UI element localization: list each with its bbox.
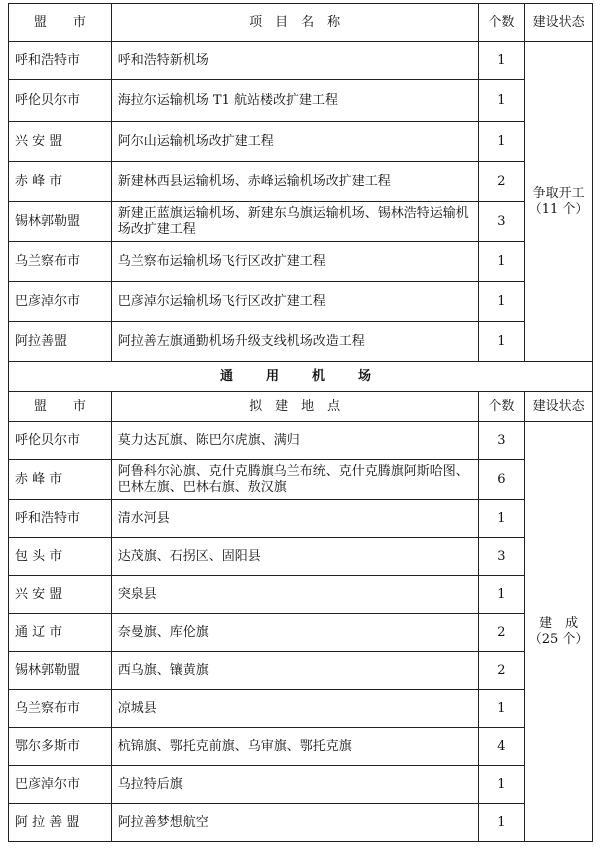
city-cell: 赤 峰 市 (9, 162, 112, 202)
airport-projects-table (8, 3, 593, 842)
table-row (9, 122, 593, 162)
header-count: 个数 (478, 4, 525, 42)
header-status: 建设状态 (525, 392, 593, 422)
city-cell: 鄂尔多斯市 (9, 728, 112, 766)
count-cell: 1 (478, 766, 525, 804)
table-row (9, 500, 593, 538)
project-cell: 海拉尔运输机场 T1 航站楼改扩建工程 (111, 80, 478, 122)
table-row (9, 80, 593, 122)
status-cell-construction-start (525, 42, 593, 362)
table-row (9, 804, 593, 842)
count-cell: 1 (478, 576, 525, 614)
count-cell: 1 (478, 242, 525, 282)
location-cell: 达茂旗、石拐区、固阳县 (111, 538, 478, 576)
location-cell: 杭锦旗、鄂托克前旗、乌审旗、鄂托克旗 (111, 728, 478, 766)
count-cell: 3 (478, 422, 525, 460)
status-sub: （25 个） (528, 631, 589, 647)
count-cell: 2 (478, 614, 525, 652)
city-cell: 包 头 市 (9, 538, 112, 576)
status-main: 争取开工 (532, 185, 585, 201)
count-cell: 1 (478, 322, 525, 362)
location-cell: 凉城县 (111, 690, 478, 728)
city-cell: 阿 拉 善 盟 (9, 804, 112, 842)
table-row (9, 202, 593, 242)
city-cell: 乌兰察布市 (9, 242, 112, 282)
table-row (9, 538, 593, 576)
project-cell: 巴彦淖尔运输机场飞行区改扩建工程 (111, 282, 478, 322)
city-cell: 阿拉善盟 (9, 322, 112, 362)
project-cell: 阿尔山运输机场改扩建工程 (111, 122, 478, 162)
location-cell: 阿鲁科尔沁旗、克什克腾旗乌兰布统、克什克腾旗阿斯哈图、巴林左旗、巴林右旗、敖汉旗 (111, 460, 478, 500)
table-row (9, 652, 593, 690)
location-cell: 乌拉特后旗 (111, 766, 478, 804)
city-cell: 乌兰察布市 (9, 690, 112, 728)
section-title-row (9, 362, 593, 392)
table-row (9, 690, 593, 728)
table-row (9, 322, 593, 362)
city-cell: 呼伦贝尔市 (9, 422, 112, 460)
location-cell: 奈曼旗、库伦旗 (111, 614, 478, 652)
table-row (9, 614, 593, 652)
count-cell: 6 (478, 460, 525, 500)
header-city: 盟 市 (9, 4, 112, 42)
table-row (9, 576, 593, 614)
table-row (9, 422, 593, 460)
city-cell: 呼和浩特市 (9, 42, 112, 80)
status-sub: （11 个） (528, 201, 589, 217)
city-cell: 巴彦淖尔市 (9, 766, 112, 804)
table-row (9, 42, 593, 80)
count-cell: 1 (478, 80, 525, 122)
table2-header-row (9, 392, 593, 422)
city-cell: 锡林郭勒盟 (9, 202, 112, 242)
table-row (9, 242, 593, 282)
count-cell: 1 (478, 122, 525, 162)
header-city: 盟 市 (9, 392, 112, 422)
location-cell: 莫力达瓦旗、陈巴尔虎旗、满归 (111, 422, 478, 460)
count-cell: 1 (478, 42, 525, 80)
header-project: 项 目 名 称 (111, 4, 478, 42)
project-cell: 阿拉善左旗通勤机场升级支线机场改造工程 (111, 322, 478, 362)
project-cell: 新建林西县运输机场、赤峰运输机场改扩建工程 (111, 162, 478, 202)
location-cell: 西乌旗、镶黄旗 (111, 652, 478, 690)
city-cell: 锡林郭勒盟 (9, 652, 112, 690)
count-cell: 3 (478, 202, 525, 242)
city-cell: 兴 安 盟 (9, 122, 112, 162)
location-cell: 突泉县 (111, 576, 478, 614)
table-row (9, 282, 593, 322)
count-cell: 3 (478, 538, 525, 576)
count-cell: 1 (478, 804, 525, 842)
table-row (9, 766, 593, 804)
status-main: 建 成 (539, 615, 579, 631)
status-cell-completed (525, 422, 593, 842)
header-location: 拟 建 地 点 (111, 392, 478, 422)
project-cell: 呼和浩特新机场 (111, 42, 478, 80)
project-cell: 乌兰察布运输机场飞行区改扩建工程 (111, 242, 478, 282)
location-cell: 清水河县 (111, 500, 478, 538)
table-row (9, 162, 593, 202)
location-cell: 阿拉善梦想航空 (111, 804, 478, 842)
table-row (9, 460, 593, 500)
count-cell: 1 (478, 690, 525, 728)
table1-header-row (9, 4, 593, 42)
section-title: 通 用 机 场 (9, 362, 593, 392)
count-cell: 1 (478, 500, 525, 538)
city-cell: 赤 峰 市 (9, 460, 112, 500)
header-status: 建设状态 (525, 4, 593, 42)
count-cell: 2 (478, 162, 525, 202)
city-cell: 通 辽 市 (9, 614, 112, 652)
table-row (9, 728, 593, 766)
city-cell: 兴 安 盟 (9, 576, 112, 614)
project-cell: 新建正蓝旗运输机场、新建东乌旗运输机场、锡林浩特运输机场改扩建工程 (111, 202, 478, 242)
count-cell: 1 (478, 282, 525, 322)
header-count: 个数 (478, 392, 525, 422)
city-cell: 呼伦贝尔市 (9, 80, 112, 122)
city-cell: 巴彦淖尔市 (9, 282, 112, 322)
city-cell: 呼和浩特市 (9, 500, 112, 538)
count-cell: 4 (478, 728, 525, 766)
count-cell: 2 (478, 652, 525, 690)
